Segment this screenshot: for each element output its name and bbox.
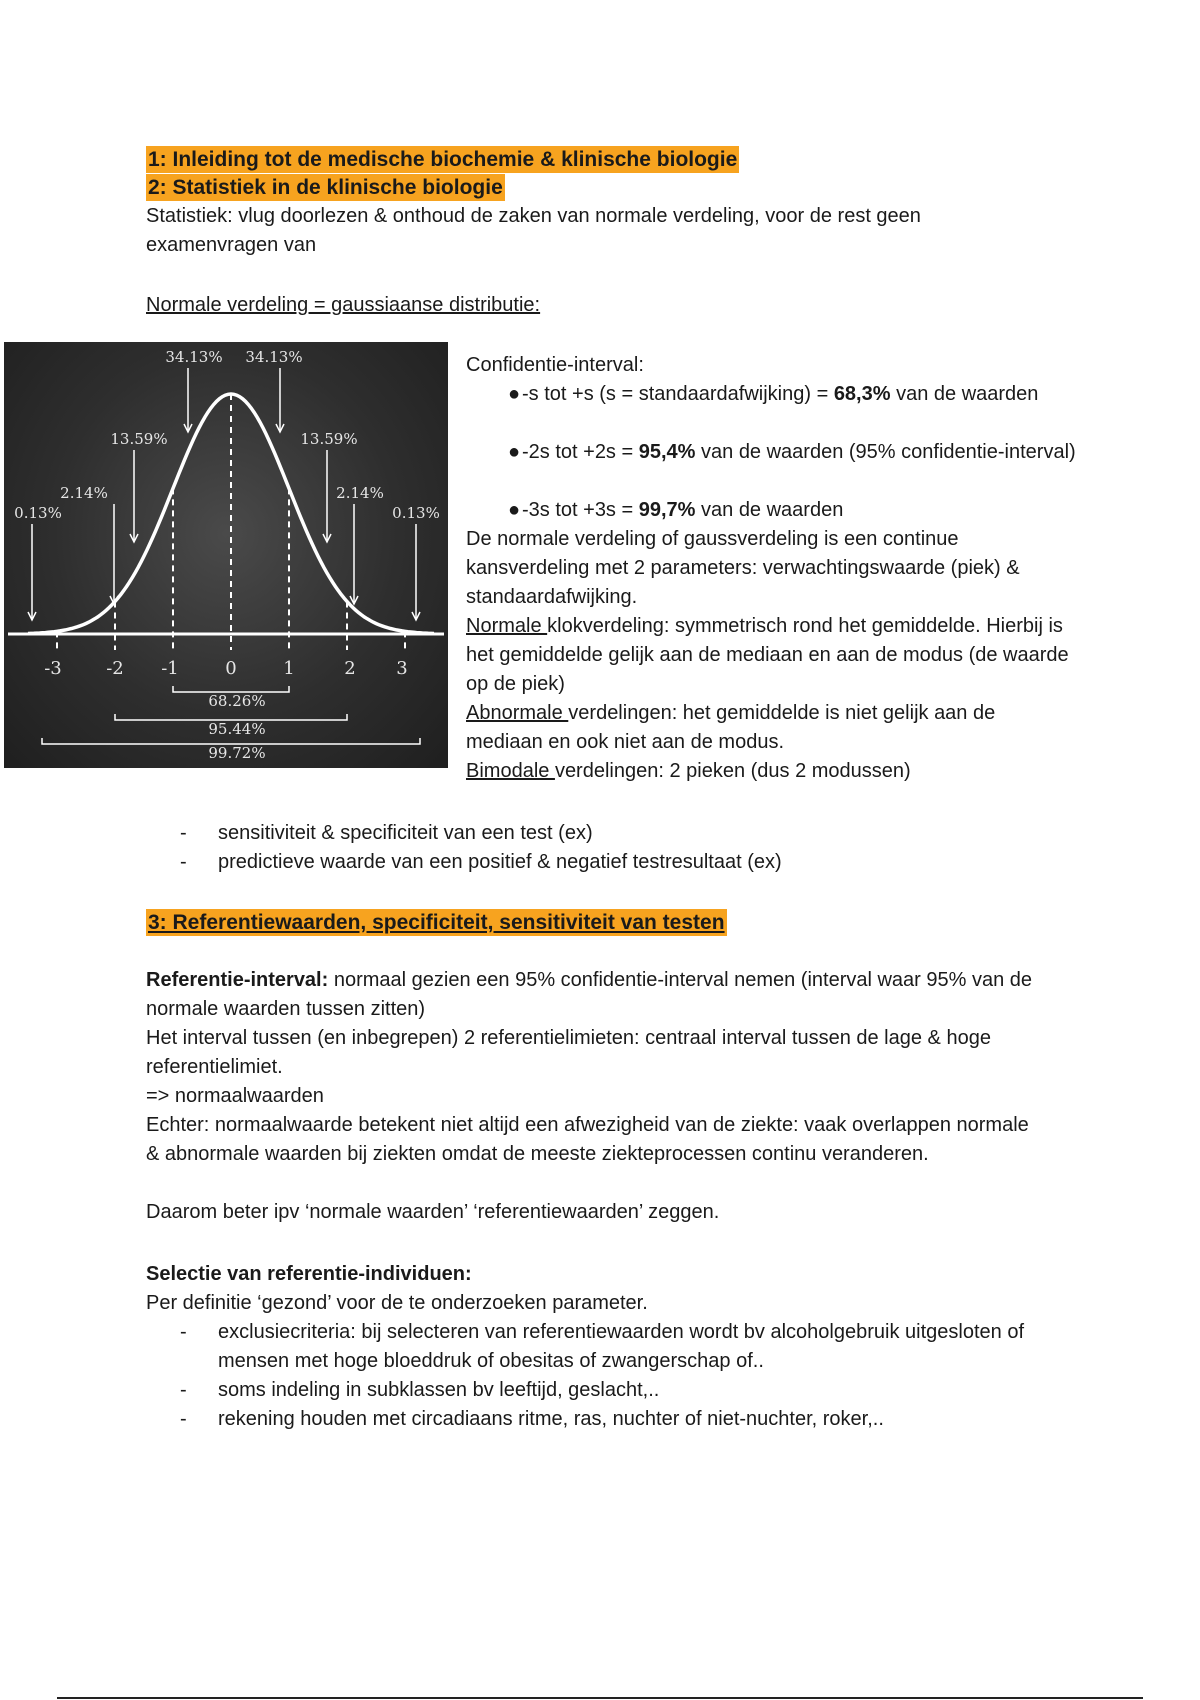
bullet-dot: ● — [508, 441, 521, 463]
normal-distribution-title: Normale verdeling = gaussiaanse distributie: — [146, 294, 541, 316]
interval-bracket-label: 68.26% — [208, 692, 266, 710]
bullet-dot: ● — [508, 499, 521, 521]
gauss-paragraph: De normale verdeling of gaussverdeling is een continue kansverdeling met 2 parameters: verwachtingswaarde (piek) & standaardafwijking. — [466, 528, 1020, 608]
dash-bullet: - — [180, 1379, 187, 1401]
x-tick-label: -1 — [161, 658, 179, 679]
bimodal-paragraph: Bimodale verdelingen: 2 pieken (dus 2 modussen) — [466, 760, 911, 782]
selection-intro: Per definitie ‘gezond’ voor de te onderzoeken parameter. — [146, 1292, 648, 1314]
footer-divider — [57, 1697, 1143, 1699]
reference-interval-paragraph: Referentie-interval: normaal gezien een 95% confidentie-interval nemen (interval waar 95% van de normale waarden tussen zitten) — [146, 969, 1033, 1020]
x-tick-label: -2 — [106, 658, 124, 679]
list-item: - predictieve waarde van een positief & negatief testresultaat (ex) — [0, 848, 1200, 877]
list-item: - soms indeling in subklassen bv leeftijd, geslacht,.. — [0, 1376, 1200, 1405]
x-tick-label: 1 — [283, 658, 295, 679]
dash-bullet: - — [180, 851, 187, 873]
heading-chapter-1: 1: Inleiding tot de medische biochemie & klinische biologie — [148, 148, 738, 171]
reference-interval-p3: => normaalwaarden — [146, 1085, 324, 1107]
selection-title: Selectie van referentie-individuen: — [146, 1263, 472, 1285]
list-item: - exclusiecriteria: bij selecteren van referentiewaarden wordt bv alcoholgebruik uitgesloten of mensen met hoge bloeddruk of obesitas of zwangerschap of.. — [0, 1318, 1200, 1376]
ci-bullet-1: ●-s tot +s (s = standaardafwijking) = 68,3% van de waarden — [466, 380, 1076, 409]
normal-distribution-chart — [4, 342, 448, 768]
segment-percent-label: 0.13% — [14, 504, 62, 522]
reference-interval-p5: Daarom beter ipv ‘normale waarden’ ‘referentiewaarden’ zeggen. — [146, 1201, 720, 1223]
bullet-dot: ● — [508, 383, 521, 405]
segment-percent-label: 2.14% — [336, 484, 384, 502]
interval-bracket-label: 95.44% — [208, 720, 266, 738]
reference-interval-p4: Echter: normaalwaarde betekent niet altijd een afwezigheid van de ziekte: vaak overlappen normale & abnormale waarden bij ziekten omdat de meeste ziekteprocessen continu veranderen. — [146, 1114, 1029, 1165]
dash-bullet: - — [180, 1321, 187, 1343]
segment-percent-label: 13.59% — [110, 430, 168, 448]
segment-percent-label: 2.14% — [60, 484, 108, 502]
ci-bullet-3: ●-3s tot +3s = 99,7% van de waarden — [466, 496, 1076, 525]
dash-bullet: - — [180, 822, 187, 844]
normal-distribution-svg — [4, 342, 448, 768]
normal-paragraph: Normale klokverdeling: symmetrisch rond het gemiddelde. Hierbij is het gemiddelde gelijk aan de mediaan en aan de modus (de waarde op de piek) — [466, 615, 1069, 695]
intro-paragraph: Statistiek: vlug doorlezen & onthoud de zaken van normale verdeling, voor de rest geen examenvragen van — [146, 205, 921, 256]
x-tick-label: 3 — [396, 658, 408, 679]
abnormal-paragraph: Abnormale verdelingen: het gemiddelde is niet gelijk aan de mediaan en ook niet aan de modus. — [466, 702, 996, 753]
ci-bullet-2: ●-2s tot +2s = 95,4% van de waarden (95% confidentie-interval) — [466, 438, 1076, 467]
x-tick-label: 2 — [344, 658, 356, 679]
list-item: - rekening houden met circadiaans ritme, ras, nuchter of niet-nuchter, roker,.. — [0, 1405, 1200, 1434]
segment-percent-label: 34.13% — [165, 348, 223, 366]
x-tick-label: 0 — [225, 658, 237, 679]
segment-percent-label: 34.13% — [245, 348, 303, 366]
dash-bullet: - — [180, 1408, 187, 1430]
segment-percent-label: 13.59% — [300, 430, 358, 448]
heading-chapter-2: 2: Statistiek in de klinische biologie — [148, 176, 503, 199]
list-item: - sensitiviteit & specificiteit van een test (ex) — [0, 819, 1200, 848]
reference-interval-p2: Het interval tussen (en inbegrepen) 2 referentielimieten: centraal interval tussen de lage & hoge referentielimiet. — [146, 1027, 991, 1078]
segment-percent-label: 0.13% — [392, 504, 440, 522]
ci-title: Confidentie-interval: — [466, 354, 644, 376]
heading-chapter-3: 3: Referentiewaarden, specificiteit, sensitiviteit van testen — [148, 911, 725, 934]
interval-bracket-label: 99.72% — [208, 744, 266, 762]
x-tick-label: -3 — [44, 658, 62, 679]
